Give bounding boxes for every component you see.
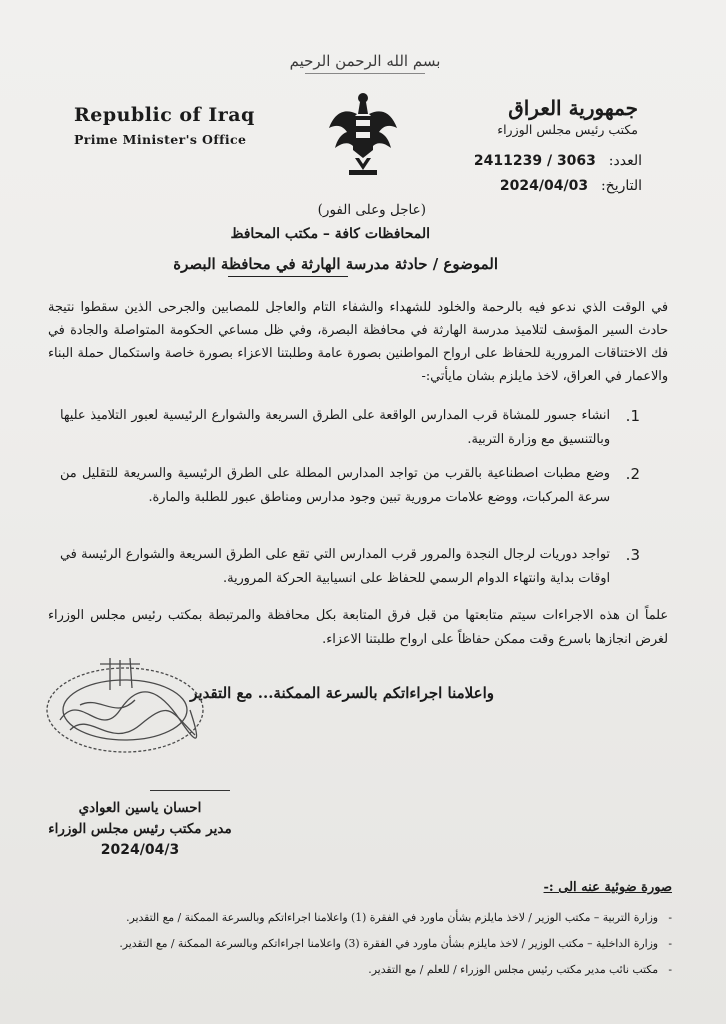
list-item-text: تواجد دوريات لرجال النجدة والمرور قرب المدارس التي تقع على الطرق السريعة والشوارع الرئيسة في اوقات بداية وانتهاء الدوام الرسمي للحفاظ على انسيابية الحركة المرورية. [60, 547, 610, 586]
signatory-block [40, 800, 240, 863]
english-letterhead [74, 104, 255, 147]
closing-paragraph: علماً ان هذه الاجراءات سيتم متابعتها من قبل فرق المتابعة بكل محافظة والمرتبطة بمكتب رئيس مجلس الوزراء لغرض انجازها باسرع وقت ممكن حفاظاً على ارواح طلبتنا الاعزاء. [48, 608, 668, 647]
list-item-text: انشاء جسور للمشاة قرب المدارس الواقعة على الطرق السريعة والشوارع الرئيسية لعبور التلاميذ عليها وبالتنسيق مع وزارة التربية. [60, 408, 610, 447]
cc-item: - وزارة التربية – مكتب الوزير / لاخذ مايلزم بشأن ماورد في الفقرة (1) واعلامنا اجراءاتكم وبالسرعة الممكنة / مع التقدير. [52, 905, 672, 931]
subject-underline [228, 276, 348, 277]
arabic-office-name: مكتب رئيس مجلس الوزراء [497, 122, 638, 137]
cc-heading: صورة ضوئية عنه الى :- [543, 880, 672, 895]
signature-stamp-icon [40, 650, 210, 770]
regards-line: واعلامنا اجراءاتكم بالسرعة الممكنة... مع التقدير [190, 684, 494, 702]
english-country-name: Republic of Iraq [74, 104, 255, 126]
basmala: بسم الله الرحمن الرحيم [289, 52, 441, 70]
subject-line [173, 255, 498, 273]
list-item-number: 1. [625, 407, 640, 425]
letter-date-value: 2024/04/03 [499, 178, 589, 194]
opening-paragraph: في الوقت الذي ندعو فيه بالرحمة والخلود للشهداء والشفاء التام والعاجل للمصابين والجرحى الذين سقطوا نتيجة حادث السير المؤسف لتلاميذ مدرسة الهارثة في محافظة البصرة، وفي ظل مساعي الحكومة المتواصلة والجادة في فك الاختناقات المرورية للحفاظ على ارواح المواطنين بصورة عامة وطلبتنا الاعزاء بصورة خاصة واستكمال حملة البناء والاعمار في العراق، لاخذ مايلزم بشان مايأتي:- [48, 300, 668, 384]
list-item-number: 2. [625, 465, 640, 483]
list-item [60, 462, 640, 510]
cc-item: - مكتب نائب مدير مكتب رئيس مجلس الوزراء / للعلم / مع التقدير. [52, 957, 672, 983]
subject-label: الموضوع / [432, 255, 498, 273]
cc-item: - وزارة الداخلية – مكتب الوزير / لاخذ مايلزم بشأن ماورد في الفقرة (3) واعلامنا اجراءاتكم وبالسرعة الممكنة / مع التقدير. [52, 931, 672, 957]
list-item [60, 543, 640, 591]
reference-number [382, 153, 642, 169]
letter-date-label: التاريخ: [600, 178, 642, 194]
signature-date: 2024/04/3 [100, 842, 180, 858]
english-office-name: Prime Minister's Office [74, 132, 247, 147]
arabic-country-name: جمهورية العراق [508, 96, 638, 120]
letter-date [382, 178, 642, 194]
urgency-note: (عاجل وعلى الفور) [317, 202, 426, 218]
signatory-name: احسان ياسين العوادي [78, 800, 202, 816]
recipient: المحافظات كافة – مكتب المحافظ [230, 226, 430, 242]
arabic-letterhead [398, 96, 638, 137]
reference-number-value: 2411239 / 3063 [473, 153, 596, 169]
signatory-title: مدير مكتب رئيس مجلس الوزراء [48, 821, 232, 837]
cc-list [52, 905, 672, 983]
signature-line [150, 790, 230, 791]
reference-number-label: العدد: [608, 153, 642, 169]
subject-text: حادثة مدرسة الهارثة في محافظة البصرة [173, 255, 428, 273]
list-item-text: وضع مطبات اصطناعية بالقرب من تواجد المدارس المطلة على الطرق الرئيسية والسريعة للتقليل من سرعة المركبات، ووضع علامات مرورية تبين وجود مدارس ومناطق عبور للطلبة والمارة. [60, 466, 610, 505]
list-item [60, 404, 640, 452]
basmala-underline [305, 73, 425, 74]
list-item-number: 3. [625, 546, 640, 564]
